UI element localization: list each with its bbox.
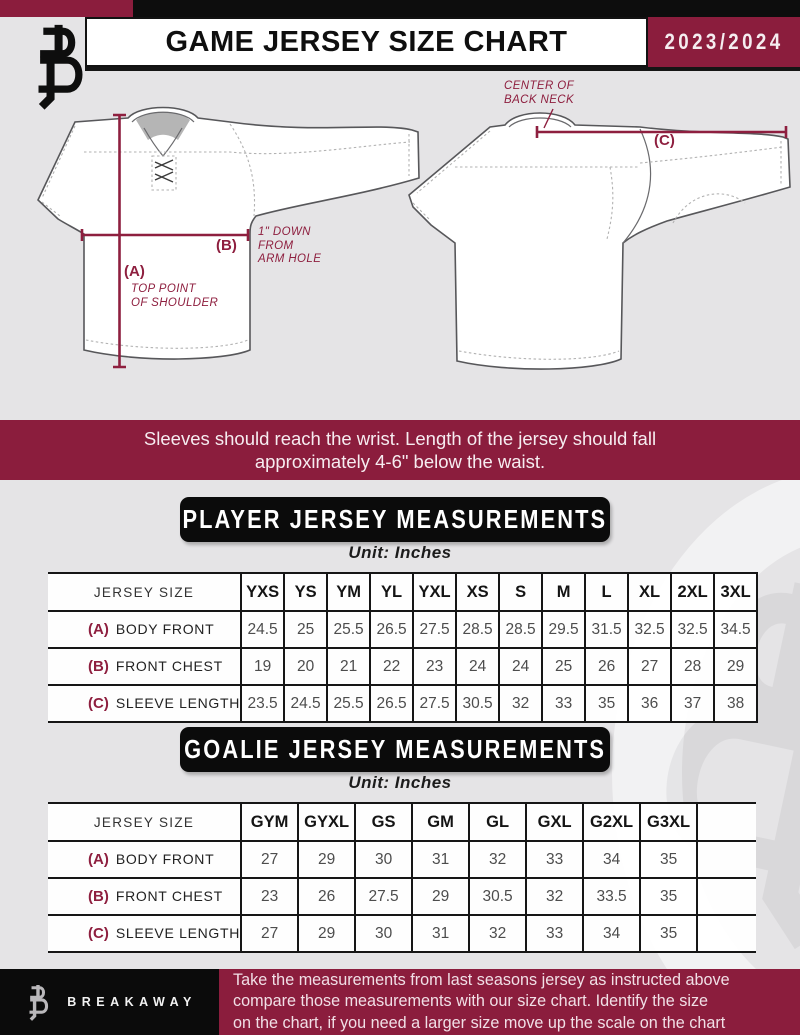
table-header-row bbox=[48, 803, 756, 841]
jersey-size-header: JERSEY SIZE bbox=[48, 573, 241, 611]
measurement-cell: 21 bbox=[327, 648, 370, 685]
fit-notice-line: approximately 4-6" below the waist. bbox=[254, 451, 546, 472]
measurement-row bbox=[48, 685, 757, 722]
season-badge bbox=[648, 17, 800, 67]
measurement-cell: 19 bbox=[241, 648, 284, 685]
measurement-cell: 29 bbox=[298, 841, 355, 878]
page-title: GAME JERSEY SIZE CHART bbox=[165, 25, 568, 58]
measurement-cell: 24.5 bbox=[284, 685, 327, 722]
size-col-header: GS bbox=[355, 803, 412, 841]
measurement-cell: 32 bbox=[469, 841, 526, 878]
size-col-header: GL bbox=[469, 803, 526, 841]
empty-cell bbox=[697, 803, 756, 841]
measurement-cell: 32 bbox=[469, 915, 526, 952]
measurement-label bbox=[48, 841, 241, 878]
footer-brand-block bbox=[0, 969, 219, 1035]
player-unit-label: Unit: Inches bbox=[348, 543, 452, 562]
size-col-header: GYXL bbox=[298, 803, 355, 841]
title-box bbox=[85, 17, 648, 67]
measurement-cell: 24 bbox=[456, 648, 499, 685]
measurement-cell: 33 bbox=[526, 915, 583, 952]
header-underline bbox=[85, 67, 800, 71]
measurement-cell: 34.5 bbox=[714, 611, 757, 648]
measurement-cell: 25 bbox=[284, 611, 327, 648]
measurement-cell: 28.5 bbox=[499, 611, 542, 648]
measurement-cell: 31 bbox=[412, 915, 469, 952]
measurement-cell: 29 bbox=[714, 648, 757, 685]
measurement-cell: 35 bbox=[640, 878, 697, 915]
measurement-cell: 32 bbox=[526, 878, 583, 915]
size-col-header: GXL bbox=[526, 803, 583, 841]
row-key: (C) bbox=[88, 694, 109, 712]
footer-instruction-line: Take the measurements from last seasons jersey as instructed above bbox=[233, 970, 730, 989]
measurement-cell: 29 bbox=[412, 878, 469, 915]
size-col-header: M bbox=[542, 573, 585, 611]
size-col-header: GYM bbox=[241, 803, 298, 841]
measurement-cell: 28 bbox=[671, 648, 714, 685]
top-bar-maroon bbox=[0, 0, 133, 17]
size-col-header: G2XL bbox=[583, 803, 640, 841]
measurement-row bbox=[48, 841, 756, 878]
measurement-cell: 23.5 bbox=[241, 685, 284, 722]
footer-instructions bbox=[219, 969, 800, 1035]
measurement-cell: 23 bbox=[241, 878, 298, 915]
season-label: 2023/2024 bbox=[664, 29, 784, 54]
row-key: (B) bbox=[88, 887, 109, 905]
measurement-cell: 33 bbox=[542, 685, 585, 722]
measurement-cell: 35 bbox=[640, 841, 697, 878]
table-header-row bbox=[48, 573, 757, 611]
row-key: (A) bbox=[88, 620, 109, 638]
measurement-cell: 20 bbox=[284, 648, 327, 685]
top-bar-black bbox=[133, 0, 800, 17]
size-col-header: XL bbox=[628, 573, 671, 611]
measurement-cell: 30.5 bbox=[469, 878, 526, 915]
player-size-table bbox=[48, 572, 758, 723]
footer-instruction-line: compare those measurements with our size chart. Identify the size bbox=[233, 992, 709, 1011]
measurement-cell: 22 bbox=[370, 648, 413, 685]
empty-cell bbox=[697, 841, 756, 878]
measurement-cell: 27 bbox=[628, 648, 671, 685]
size-col-header: L bbox=[585, 573, 628, 611]
measurement-cell: 34 bbox=[583, 915, 640, 952]
measurement-cell: 27 bbox=[241, 915, 298, 952]
fit-notice-banner bbox=[0, 420, 800, 480]
measurement-cell: 28.5 bbox=[456, 611, 499, 648]
measurement-cell: 25 bbox=[542, 648, 585, 685]
player-section-heading: PLAYER JERSEY MEASUREMENTS bbox=[180, 497, 610, 542]
measurement-cell: 38 bbox=[714, 685, 757, 722]
size-col-header: XS bbox=[456, 573, 499, 611]
row-name: FRONT CHEST bbox=[115, 887, 223, 904]
measurement-cell: 26.5 bbox=[370, 611, 413, 648]
measurement-cell: 27.5 bbox=[413, 685, 456, 722]
row-name: BODY FRONT bbox=[115, 850, 215, 867]
center-back-neck-caption: CENTER OF BACK NECK bbox=[504, 80, 575, 106]
measurement-row bbox=[48, 915, 756, 952]
fit-notice-line: Sleeves should reach the wrist. Length of the jersey should fall bbox=[143, 428, 657, 449]
goalie-section-heading: GOALIE JERSEY MEASUREMENTS bbox=[180, 727, 610, 772]
measurement-cell: 32.5 bbox=[671, 611, 714, 648]
measurement-cell: 27 bbox=[241, 841, 298, 878]
dimension-label-c: (C) bbox=[654, 132, 675, 149]
measurement-label bbox=[48, 611, 241, 648]
measurement-cell: 35 bbox=[585, 685, 628, 722]
goalie-unit-label: Unit: Inches bbox=[348, 773, 452, 792]
size-col-header: S bbox=[499, 573, 542, 611]
footer-instruction-line: on the chart, if you need a larger size move up the scale on the chart bbox=[233, 1013, 726, 1032]
measurement-cell: 27.5 bbox=[355, 878, 412, 915]
size-col-header: 2XL bbox=[671, 573, 714, 611]
measurement-cell: 30 bbox=[355, 915, 412, 952]
measurement-cell: 24 bbox=[499, 648, 542, 685]
row-name: BODY FRONT bbox=[115, 620, 215, 637]
arm-hole-caption: 1" DOWN FROM ARM HOLE bbox=[258, 226, 322, 265]
empty-cell bbox=[697, 878, 756, 915]
measurement-cell: 26 bbox=[585, 648, 628, 685]
measurement-cell: 31.5 bbox=[585, 611, 628, 648]
brand-wordmark: BREAKAWAY bbox=[67, 995, 197, 1009]
size-col-header: YXL bbox=[413, 573, 456, 611]
measurement-cell: 24.5 bbox=[241, 611, 284, 648]
measurement-cell: 23 bbox=[413, 648, 456, 685]
size-col-header: YS bbox=[284, 573, 327, 611]
measurement-cell: 32 bbox=[499, 685, 542, 722]
size-col-header: YL bbox=[370, 573, 413, 611]
dimension-label-b: (B) bbox=[216, 237, 237, 254]
measurement-row bbox=[48, 648, 757, 685]
top-point-caption: TOP POINT OF SHOULDER bbox=[131, 283, 219, 309]
measurement-label bbox=[48, 685, 241, 722]
row-key: (B) bbox=[88, 657, 109, 675]
measurement-cell: 35 bbox=[640, 915, 697, 952]
measurement-cell: 36 bbox=[628, 685, 671, 722]
measurement-cell: 26 bbox=[298, 878, 355, 915]
row-key: (A) bbox=[88, 850, 109, 868]
measurement-cell: 30 bbox=[355, 841, 412, 878]
measurement-cell: 29 bbox=[298, 915, 355, 952]
size-col-header: GM bbox=[412, 803, 469, 841]
measurement-cell: 33.5 bbox=[583, 878, 640, 915]
measurement-cell: 31 bbox=[412, 841, 469, 878]
jersey-size-header: JERSEY SIZE bbox=[48, 803, 241, 841]
measurement-cell: 33 bbox=[526, 841, 583, 878]
measurement-cell: 27.5 bbox=[413, 611, 456, 648]
row-name: FRONT CHEST bbox=[115, 657, 223, 674]
size-col-header: YM bbox=[327, 573, 370, 611]
back-jersey-illustration bbox=[405, 95, 800, 405]
size-col-header: 3XL bbox=[714, 573, 757, 611]
row-name: SLEEVE LENGTH bbox=[115, 694, 241, 711]
measurement-cell: 29.5 bbox=[542, 611, 585, 648]
size-col-header: G3XL bbox=[640, 803, 697, 841]
breakaway-b-logo-footer-icon bbox=[22, 982, 56, 1022]
measurement-label bbox=[48, 915, 241, 952]
measurement-row bbox=[48, 878, 756, 915]
row-name: SLEEVE LENGTH bbox=[115, 924, 241, 941]
measurement-row bbox=[48, 611, 757, 648]
measurement-cell: 30.5 bbox=[456, 685, 499, 722]
measurement-cell: 32.5 bbox=[628, 611, 671, 648]
dimension-label-a: (A) bbox=[124, 263, 145, 280]
measurement-label bbox=[48, 648, 241, 685]
goalie-size-table bbox=[48, 802, 756, 953]
size-col-header: YXS bbox=[241, 573, 284, 611]
measurement-label bbox=[48, 878, 241, 915]
measurement-cell: 25.5 bbox=[327, 611, 370, 648]
row-key: (C) bbox=[88, 924, 109, 942]
measurement-cell: 26.5 bbox=[370, 685, 413, 722]
measurement-cell: 34 bbox=[583, 841, 640, 878]
measurement-cell: 37 bbox=[671, 685, 714, 722]
measurement-cell: 25.5 bbox=[327, 685, 370, 722]
empty-cell bbox=[697, 915, 756, 952]
